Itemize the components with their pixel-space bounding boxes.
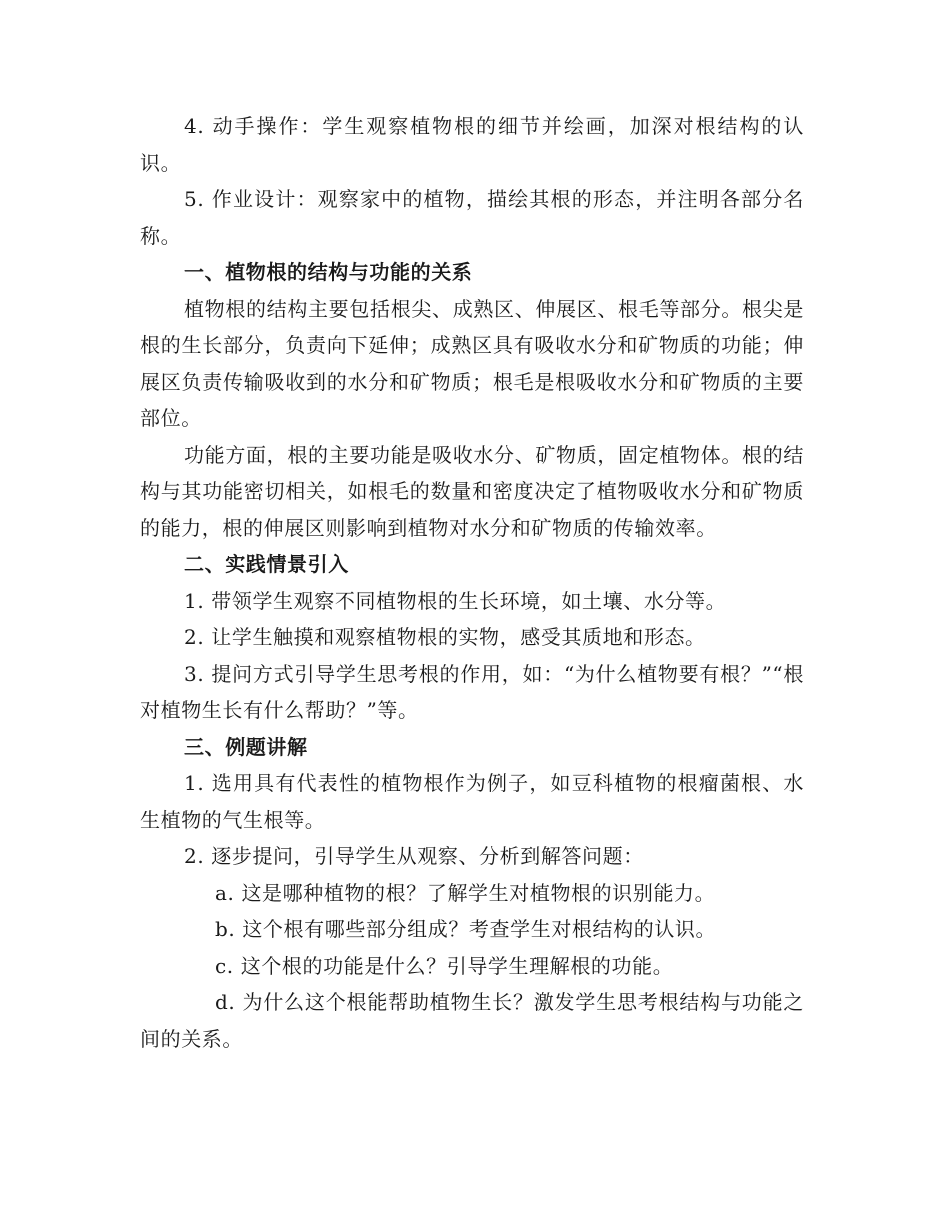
sub-item-d: d. 为什么这个根能帮助植物生长？激发学生思考根结构与功能之间的关系。	[140, 990, 804, 1051]
list-item-touch-observe: 2. 让学生触摸和观察植物根的实物，感受其质地和形态。	[184, 625, 706, 649]
paragraph-root-function: 功能方面，根的主要功能是吸收水分、矿物质，固定植物体。根的结构与其功能密切相关，如根毛的数量和密度决定了植物吸收水分和矿物质的能力，根的伸展区则影响到植物对水分和矿物质的传输效率。	[140, 442, 804, 540]
list-item-hands-on: 4. 动手操作：学生观察植物根的细节并绘画，加深对根结构的认识。	[140, 114, 804, 175]
list-item-questioning: 3. 提问方式引导学生思考根的作用，如：“为什么植物要有根？”“根对植物生长有什么帮助？”等。	[140, 661, 804, 722]
sub-item-b: b. 这个根有哪些部分组成？考查学生对根结构的认识。	[215, 917, 717, 941]
document-page	[140, 108, 804, 1057]
section-heading-practice-intro: 二、实践情景引入	[184, 552, 349, 576]
list-item-select-examples: 1. 选用具有代表性的植物根作为例子，如豆科植物的根瘤菌根、水生植物的气生根等。	[140, 771, 804, 832]
sub-item-a: a. 这是哪种植物的根？了解学生对植物根的识别能力。	[215, 880, 716, 905]
list-item-step-questions: 2. 逐步提问，引导学生从观察、分析到解答问题：	[184, 844, 644, 868]
section-heading-examples: 三、例题讲解	[184, 734, 308, 759]
sub-item-c: c. 这个根的功能是什么？引导学生理解根的功能。	[215, 953, 674, 978]
paragraph-root-structure: 植物根的结构主要包括根尖、成熟区、伸展区、根毛等部分。根尖是根的生长部分，负责向下延伸；成熟区具有吸收水分和矿物质的功能；伸展区负责传输吸收到的水分和矿物质；根毛是根吸收水分和矿物质的主要部位。	[140, 296, 804, 430]
list-item-homework: 5. 作业设计：观察家中的植物，描绘其根的形态，并注明各部分名称。	[140, 187, 804, 248]
list-item-observe-environment: 1. 带领学生观察不同植物根的生长环境，如土壤、水分等。	[184, 588, 727, 613]
section-heading-structure-function: 一、植物根的结构与功能的关系	[184, 260, 473, 284]
